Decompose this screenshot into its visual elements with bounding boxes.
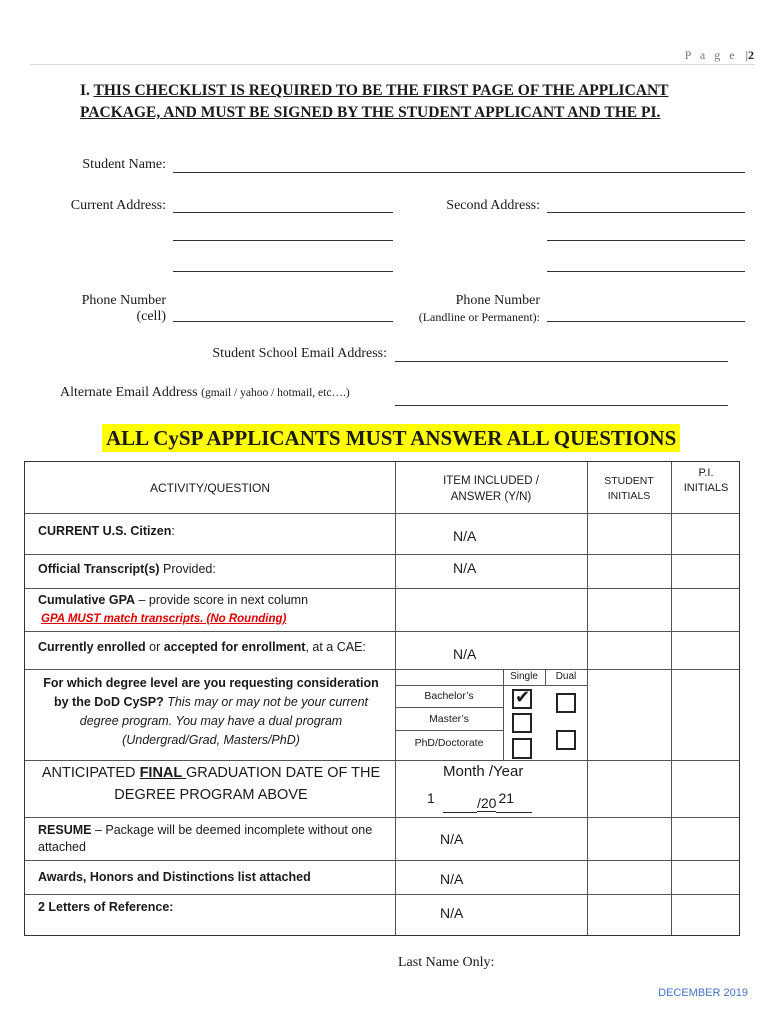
school-email-field[interactable]: [395, 361, 728, 362]
transcript-answer[interactable]: N/A: [453, 560, 477, 576]
alt-email-field[interactable]: [395, 405, 728, 406]
header-rule: [30, 64, 755, 65]
col-single: Single: [510, 671, 538, 682]
page-number: P a g e |2: [684, 48, 754, 62]
row-resume-label: RESUME – Package will be deemed incomplete without one attached: [38, 823, 373, 854]
header-pi-initials: P.I. INITIALS: [683, 467, 729, 494]
student-name-label: Student Name:: [82, 157, 166, 172]
current-address-field-1[interactable]: [173, 212, 393, 213]
letters-answer[interactable]: N/A: [440, 905, 464, 921]
phone-cell-label: Phone Number (cell): [81, 293, 166, 324]
last-name-label: Last Name Only:: [398, 955, 495, 970]
citizen-answer[interactable]: N/A: [453, 528, 477, 544]
row-enrolled-label: Currently enrolled or accepted for enrollment, at a CAE:: [38, 640, 366, 654]
degree-phd: PhD/Doctorate: [414, 737, 484, 749]
header-item-included: ITEM INCLUDED / ANSWER (Y/N): [443, 475, 539, 503]
checkbox-phd-single[interactable]: [512, 738, 532, 759]
row-degree-label: For which degree level are you requesting consideration by the DoD CySP? This may or may not be your current degree program. You may have a dual program (Undergrad/Grad, Masters/PhD): [43, 676, 379, 747]
checkbox-phd-dual[interactable]: [556, 730, 576, 750]
degree-masters: Master’s: [429, 713, 469, 725]
header-activity: ACTIVITY/QUESTION: [149, 481, 270, 495]
gpa-note: GPA MUST match transcripts. (No Rounding): [41, 613, 287, 625]
row-letters-label: 2 Letters of Reference:: [38, 900, 174, 914]
grad-month[interactable]: 1: [427, 790, 435, 806]
row-graduation-label: ANTICIPATED FINAL GRADUATION DATE OF THE DEGREE PROGRAM ABOVE: [41, 765, 381, 803]
school-email-label: Student School Email Address:: [212, 346, 387, 361]
row-transcript-label: Official Transcript(s) Provided:: [38, 562, 216, 576]
phone-landline-field[interactable]: [547, 321, 745, 322]
current-address-field-3[interactable]: [173, 271, 393, 272]
current-address-label: Current Address:: [70, 198, 166, 213]
second-address-field-3[interactable]: [547, 271, 745, 272]
row-citizen-label: CURRENT U.S. Citizen:: [38, 524, 175, 538]
phone-landline-label: Phone Number (Landline or Permanent):: [418, 293, 540, 324]
check-mark-icon: ✔: [515, 687, 531, 708]
current-address-field-2[interactable]: [173, 240, 393, 241]
degree-bachelors: Bachelor’s: [424, 690, 474, 702]
row-gpa-label: Cumulative GPA – provide score in next column: [38, 593, 309, 607]
checklist-table: [24, 461, 740, 936]
row-awards-label: Awards, Honors and Distinctions list attached: [38, 870, 311, 884]
degree-subgrid: [395, 669, 587, 760]
awards-answer[interactable]: N/A: [440, 871, 464, 887]
resume-answer[interactable]: N/A: [440, 831, 464, 847]
second-address-label: Second Address:: [446, 198, 540, 213]
grad-answer-header: Month /Year: [443, 763, 524, 780]
footer-date: DECEMBER 2019: [658, 987, 748, 999]
col-dual: Dual: [555, 671, 577, 682]
alt-email-label: Alternate Email Address (gmail / yahoo / hotmail, etc….): [60, 385, 350, 400]
enrolled-answer[interactable]: N/A: [453, 646, 477, 662]
second-address-field-1[interactable]: [547, 212, 745, 213]
student-name-field[interactable]: [173, 172, 745, 173]
checkbox-masters-single[interactable]: [512, 713, 532, 733]
grad-year-field[interactable]: /20 21: [443, 794, 543, 813]
checkbox-bachelors-single[interactable]: [512, 689, 532, 709]
section-title: I. THIS CHECKLIST IS REQUIRED TO BE THE FIRST PAGE OF THE APPLICANT PACKAGE, AND MUST BE SIGNED BY THE STUDENT APPLICANT AND THE PI.: [80, 82, 669, 121]
phone-cell-field[interactable]: [173, 321, 393, 322]
requirement-banner: ALL CySP APPLICANTS MUST ANSWER ALL QUESTIONS: [102, 424, 680, 452]
second-address-field-2[interactable]: [547, 240, 745, 241]
header-student-initials: STUDENT INITIALS: [604, 475, 654, 502]
checkbox-bachelors-dual[interactable]: [556, 693, 576, 713]
